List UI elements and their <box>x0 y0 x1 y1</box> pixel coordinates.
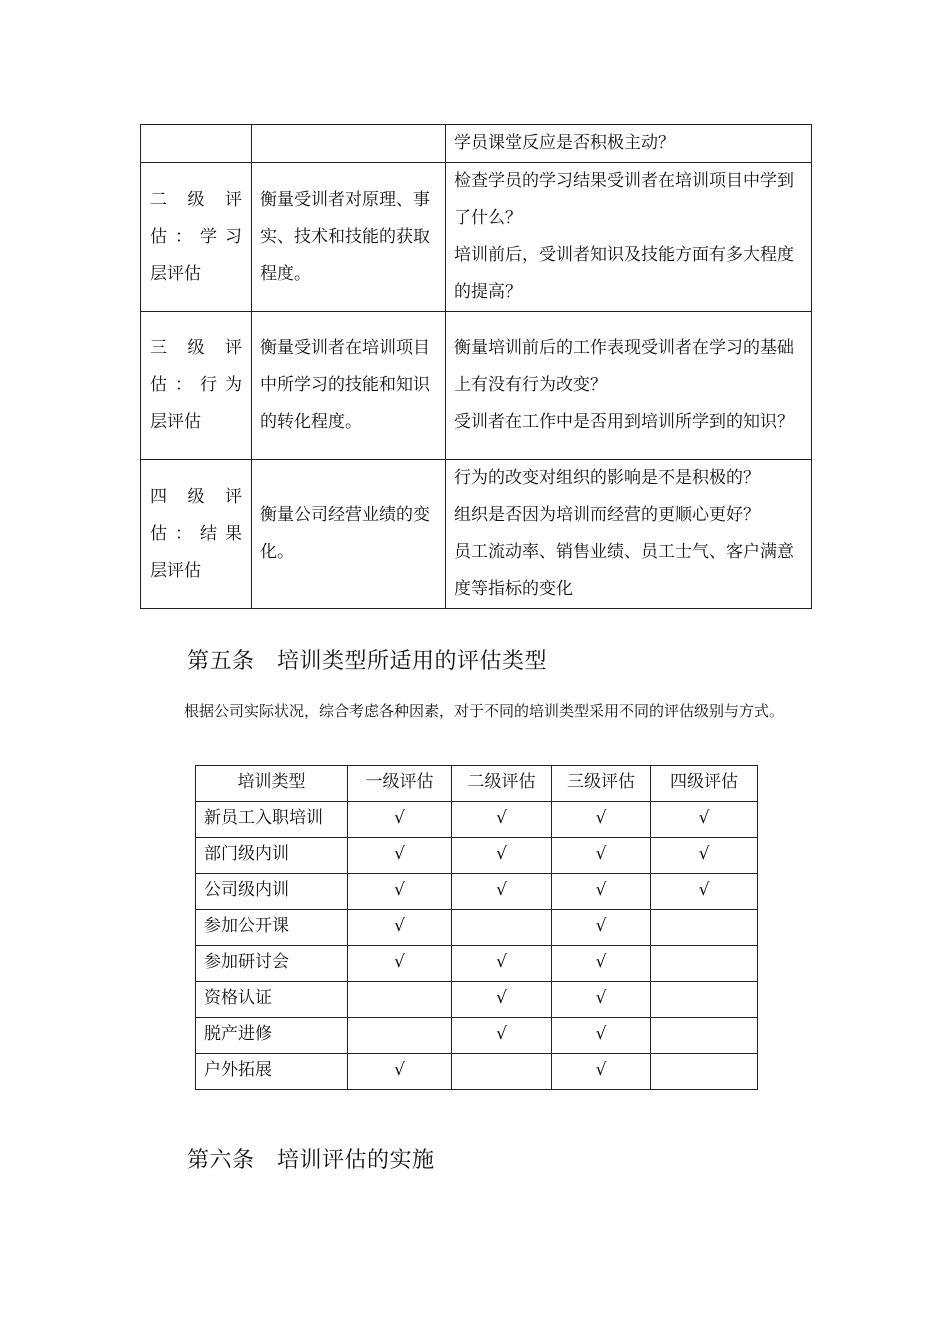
empty-cell <box>452 1054 552 1090</box>
matrix-row <box>196 838 758 874</box>
check-mark-cell: √ <box>552 802 651 838</box>
empty-cell <box>348 982 452 1018</box>
section5-heading: 第五条 培训类型所适用的评估类型 <box>187 649 548 674</box>
matrix-row <box>196 1018 758 1054</box>
check-mark-cell: √ <box>348 802 452 838</box>
eval-goal-cell <box>252 125 446 163</box>
matrix-row <box>196 1054 758 1090</box>
matrix-header-cell: 一级评估 <box>348 766 452 802</box>
check-mark-cell: √ <box>651 874 758 910</box>
check-mark-cell: √ <box>651 802 758 838</box>
eval-question: 学员课堂反应是否积极主动？ <box>454 133 675 153</box>
eval-goal-cell: 衡量受训者在培训项目中所学习的技能和知识的转化程度。 <box>252 312 446 460</box>
eval-row <box>141 460 812 609</box>
matrix-header-cell: 二级评估 <box>452 766 552 802</box>
matrix-row <box>196 982 758 1018</box>
matrix-row <box>196 910 758 946</box>
check-mark-cell: √ <box>552 1018 651 1054</box>
matrix-row <box>196 874 758 910</box>
check-mark-cell: √ <box>651 838 758 874</box>
eval-row <box>141 163 812 312</box>
eval-level-cell <box>141 125 252 163</box>
training-type-matrix <box>195 765 758 1090</box>
matrix-row <box>196 802 758 838</box>
matrix-header-cell: 培训类型 <box>196 766 348 802</box>
empty-cell <box>651 1054 758 1090</box>
training-type-name: 部门级内训 <box>196 838 348 874</box>
matrix-header-cell: 四级评估 <box>651 766 758 802</box>
training-type-name: 参加研讨会 <box>196 946 348 982</box>
eval-row <box>141 312 812 460</box>
section6-heading: 第六条 培训评估的实施 <box>187 1148 435 1173</box>
eval-question: 组织是否因为培训而经营的更顺心更好？ <box>454 505 760 525</box>
check-mark-cell: √ <box>552 946 651 982</box>
eval-level-cell: 四 级 评 估：结果 层评估 <box>141 460 252 609</box>
training-type-name: 新员工入职培训 <box>196 802 348 838</box>
eval-questions-cell <box>446 125 812 163</box>
eval-questions-cell <box>446 312 812 460</box>
check-mark-cell: √ <box>452 802 552 838</box>
training-type-name: 户外拓展 <box>196 1054 348 1090</box>
check-mark-cell: √ <box>452 1018 552 1054</box>
empty-cell <box>348 1018 452 1054</box>
check-mark-cell: √ <box>452 946 552 982</box>
training-type-name: 参加公开课 <box>196 910 348 946</box>
eval-questions-cell <box>446 460 812 609</box>
training-type-name: 公司级内训 <box>196 874 348 910</box>
check-mark-cell: √ <box>348 838 452 874</box>
eval-question: 员工流动率、销售业绩、员工士气、客户满意度等指标的变化 <box>454 542 794 599</box>
check-mark-cell: √ <box>552 910 651 946</box>
eval-question: 行为的改变对组织的影响是不是积极的？ <box>454 468 760 488</box>
eval-question: 衡量培训前后的工作表现受训者在学习的基础上有没有行为改变？ <box>454 338 794 395</box>
check-mark-cell: √ <box>452 838 552 874</box>
matrix-header-row <box>196 766 758 802</box>
check-mark-cell: √ <box>452 982 552 1018</box>
check-mark-cell: √ <box>552 874 651 910</box>
matrix-header-cell: 三级评估 <box>552 766 651 802</box>
empty-cell <box>651 1018 758 1054</box>
empty-cell <box>651 910 758 946</box>
check-mark-cell: √ <box>348 1054 452 1090</box>
check-mark-cell: √ <box>452 874 552 910</box>
check-mark-cell: √ <box>552 838 651 874</box>
eval-questions-cell <box>446 163 812 312</box>
check-mark-cell: √ <box>348 910 452 946</box>
matrix-row <box>196 946 758 982</box>
check-mark-cell: √ <box>348 946 452 982</box>
check-mark-cell: √ <box>552 1054 651 1090</box>
check-mark-cell: √ <box>348 874 452 910</box>
training-type-name: 资格认证 <box>196 982 348 1018</box>
section5-paragraph: 根据公司实际状况，综合考虑各种因素，对于不同的培训类型采用不同的评估级别与方式。 <box>184 702 785 720</box>
training-type-name: 脱产进修 <box>196 1018 348 1054</box>
eval-question: 受训者在工作中是否用到培训所学到的知识？ <box>454 412 794 432</box>
evaluation-level-table <box>140 124 812 609</box>
check-mark-cell: √ <box>552 982 651 1018</box>
empty-cell <box>651 982 758 1018</box>
eval-level-cell: 三 级 评 估：行为 层评估 <box>141 312 252 460</box>
eval-goal-cell: 衡量受训者对原理、事实、技术和技能的获取程度。 <box>252 163 446 312</box>
eval-row <box>141 125 812 163</box>
eval-goal-cell: 衡量公司经营业绩的变化。 <box>252 460 446 609</box>
eval-level-cell: 二 级 评 估：学习 层评估 <box>141 163 252 312</box>
eval-question: 培训前后，受训者知识及技能方面有多大程度的提高？ <box>454 245 794 302</box>
empty-cell <box>452 910 552 946</box>
eval-question: 检查学员的学习结果受训者在培训项目中学到了什么？ <box>454 171 794 228</box>
empty-cell <box>651 946 758 982</box>
